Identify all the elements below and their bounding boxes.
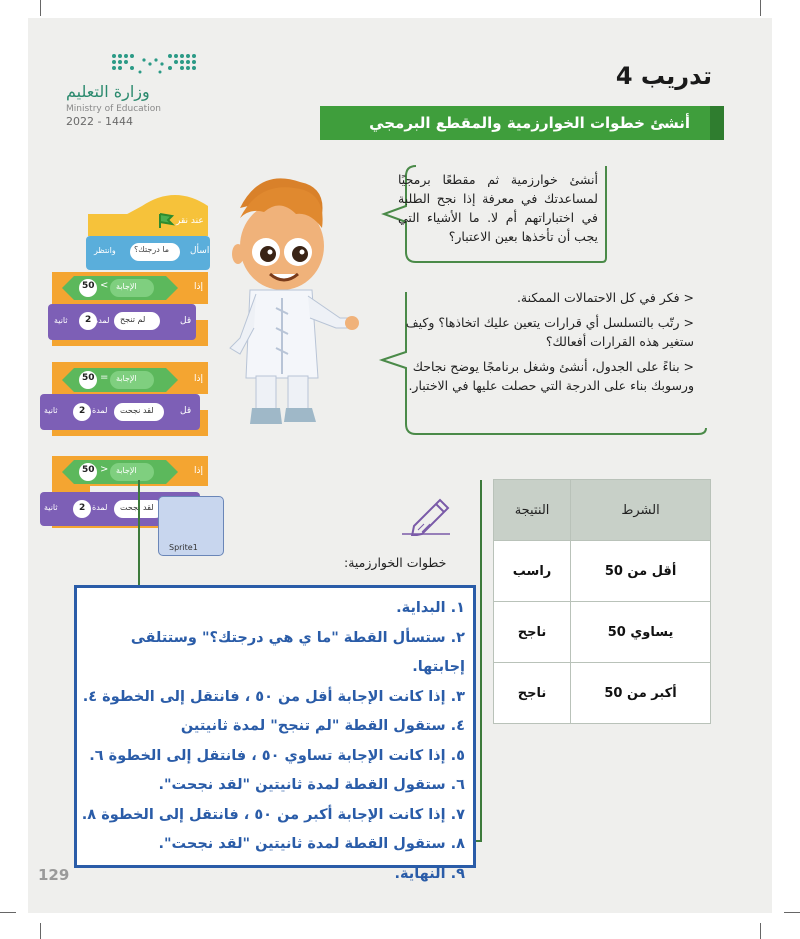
scratch-answer: الإجابة	[116, 466, 137, 475]
scratch-message: لم تنجح	[120, 315, 146, 324]
intro-text: أنشئ خوارزمية ثم مقطعًا برمجيًا لمساعدتك في معرفة إذا نجح الطلبة في اختباراتهم أم لا. ما الأشياء التي يجب أن تأخذها بعين الاعتبار؟	[398, 172, 598, 244]
table-header-row	[494, 480, 711, 541]
ministry-logo	[66, 52, 206, 142]
answer-line: ٦. ستقول القطة لمدة ثانيتين "لقد نجحت".	[158, 777, 465, 793]
ministry-name-ar: وزارة التعليم	[66, 82, 150, 101]
scratch-ask-label: اسأل	[190, 246, 210, 256]
scratch-seconds: ثانية	[44, 406, 58, 415]
scratch-operator: =	[100, 372, 109, 383]
intro-bubble	[376, 162, 608, 266]
scratch-for: لمدة	[92, 503, 108, 512]
tip-item: < بناءً على الجدول، أنشئ وشغل برنامجًا يوضح نجاحك ورسوبك بناء على الدرجة التي حصلت عليها في الاختبار.	[408, 359, 694, 393]
table-row	[494, 602, 711, 663]
scratch-when-flag: عند نقر	[176, 216, 204, 226]
scratch-seconds: ثانية	[44, 503, 58, 512]
scratch-number: 50	[82, 373, 95, 383]
answer-line: ٧. إذا كانت الإجابة أكبر من ٥٠ ، فانتقل إلى الخطوة ٨.	[81, 806, 465, 823]
scratch-say-label: قل	[180, 316, 192, 326]
logo-dots-icon	[110, 52, 200, 78]
answer-line: ١. البداية.	[396, 600, 465, 616]
table-cell-condition: يساوي 50	[571, 602, 711, 663]
scratch-and-wait: وانتظر	[94, 246, 116, 255]
scratch-if-label: إذا	[194, 282, 204, 292]
algorithm-label: خطوات الخوارزمية:	[344, 555, 447, 570]
scratch-for: لمدة	[94, 316, 110, 325]
table-row	[494, 541, 711, 602]
table-cell-condition: أكبر من 50	[571, 663, 711, 724]
table-row	[494, 663, 711, 724]
scratch-answer: الإجابة	[116, 282, 137, 291]
scratch-say-label: قل	[180, 406, 192, 416]
crop-mark	[40, 0, 41, 16]
answer-lines	[75, 594, 465, 889]
answer-line: ٢. ستسأل القطة "ما ي هي درجتك؟" وستتلقى إجابتها.	[130, 629, 465, 675]
sprite-label: Sprite1	[169, 543, 198, 552]
tips-list	[398, 288, 694, 401]
scratch-answer: الإجابة	[116, 374, 137, 383]
table-cell-condition: أقل من 50	[571, 541, 711, 602]
crop-mark	[784, 912, 800, 913]
scratch-number: 50	[82, 465, 95, 475]
scratch-operator: <	[100, 280, 109, 291]
crop-mark	[0, 912, 16, 913]
pencil-icon	[400, 496, 456, 536]
answer-line: ٥. إذا كانت الإجابة تساوي ٥٠ ، فانتقل إلى الخطوة ٦.	[89, 747, 465, 764]
tips-bubble	[376, 288, 708, 436]
scratch-if-label: إذا	[194, 374, 204, 384]
conditions-table	[493, 479, 711, 724]
section-subtitle: أنشئ خطوات الخوارزمية والمقطع البرمجي	[320, 106, 710, 140]
ministry-name-en: Ministry of Education	[66, 104, 161, 114]
algorithm-answer-box[interactable]	[74, 585, 476, 882]
table-header-result: النتيجة	[494, 480, 571, 541]
crop-mark	[760, 923, 761, 939]
scratch-message: لقد نجحت	[120, 503, 154, 512]
answer-line: ٩. النهاية.	[394, 865, 465, 882]
scratch-secs: 2	[79, 503, 86, 513]
page-number: 129	[38, 866, 70, 884]
ministry-year: 2022 - 1444	[66, 115, 133, 128]
table-cell-result: ناجح	[494, 663, 571, 724]
answer-line: ٤. ستقول القطة "لم تنجح" لمدة ثانيتين	[180, 718, 465, 734]
scratch-if-label: إذا	[194, 466, 204, 476]
crop-mark	[40, 923, 41, 939]
crop-mark	[760, 0, 761, 16]
boy-character-icon	[200, 168, 360, 428]
table-cell-result: ناجح	[494, 602, 571, 663]
table-cell-result: راسب	[494, 541, 571, 602]
scratch-seconds: ثانية	[54, 316, 68, 325]
scratch-secs: 2	[85, 315, 92, 325]
scratch-message: لقد نجحت	[120, 406, 154, 415]
answer-line: ٣. إذا كانت الإجابة أقل من ٥٠ ، فانتقل إلى الخطوة ٤.	[82, 688, 465, 705]
page-title: تدريب 4	[615, 62, 712, 90]
scratch-number: 50	[82, 281, 95, 291]
scratch-operator: >	[100, 464, 109, 475]
answer-line: ٨. ستقول القطة لمدة ثانيتين "لقد نجحت".	[158, 836, 465, 852]
scratch-secs: 2	[79, 406, 86, 416]
table-header-condition: الشرط	[571, 480, 711, 541]
tip-item: < رتّب بالتسلسل أي قرارات يتعين عليك اتخاذها؟ وكيف ستغير هذه القرارات أفعالك؟	[405, 315, 694, 349]
scratch-for: لمدة	[92, 406, 108, 415]
tip-item: < فكر في كل الاحتمالات الممكنة.	[516, 290, 694, 305]
scratch-ask-text: ما درجتك؟	[134, 245, 170, 254]
